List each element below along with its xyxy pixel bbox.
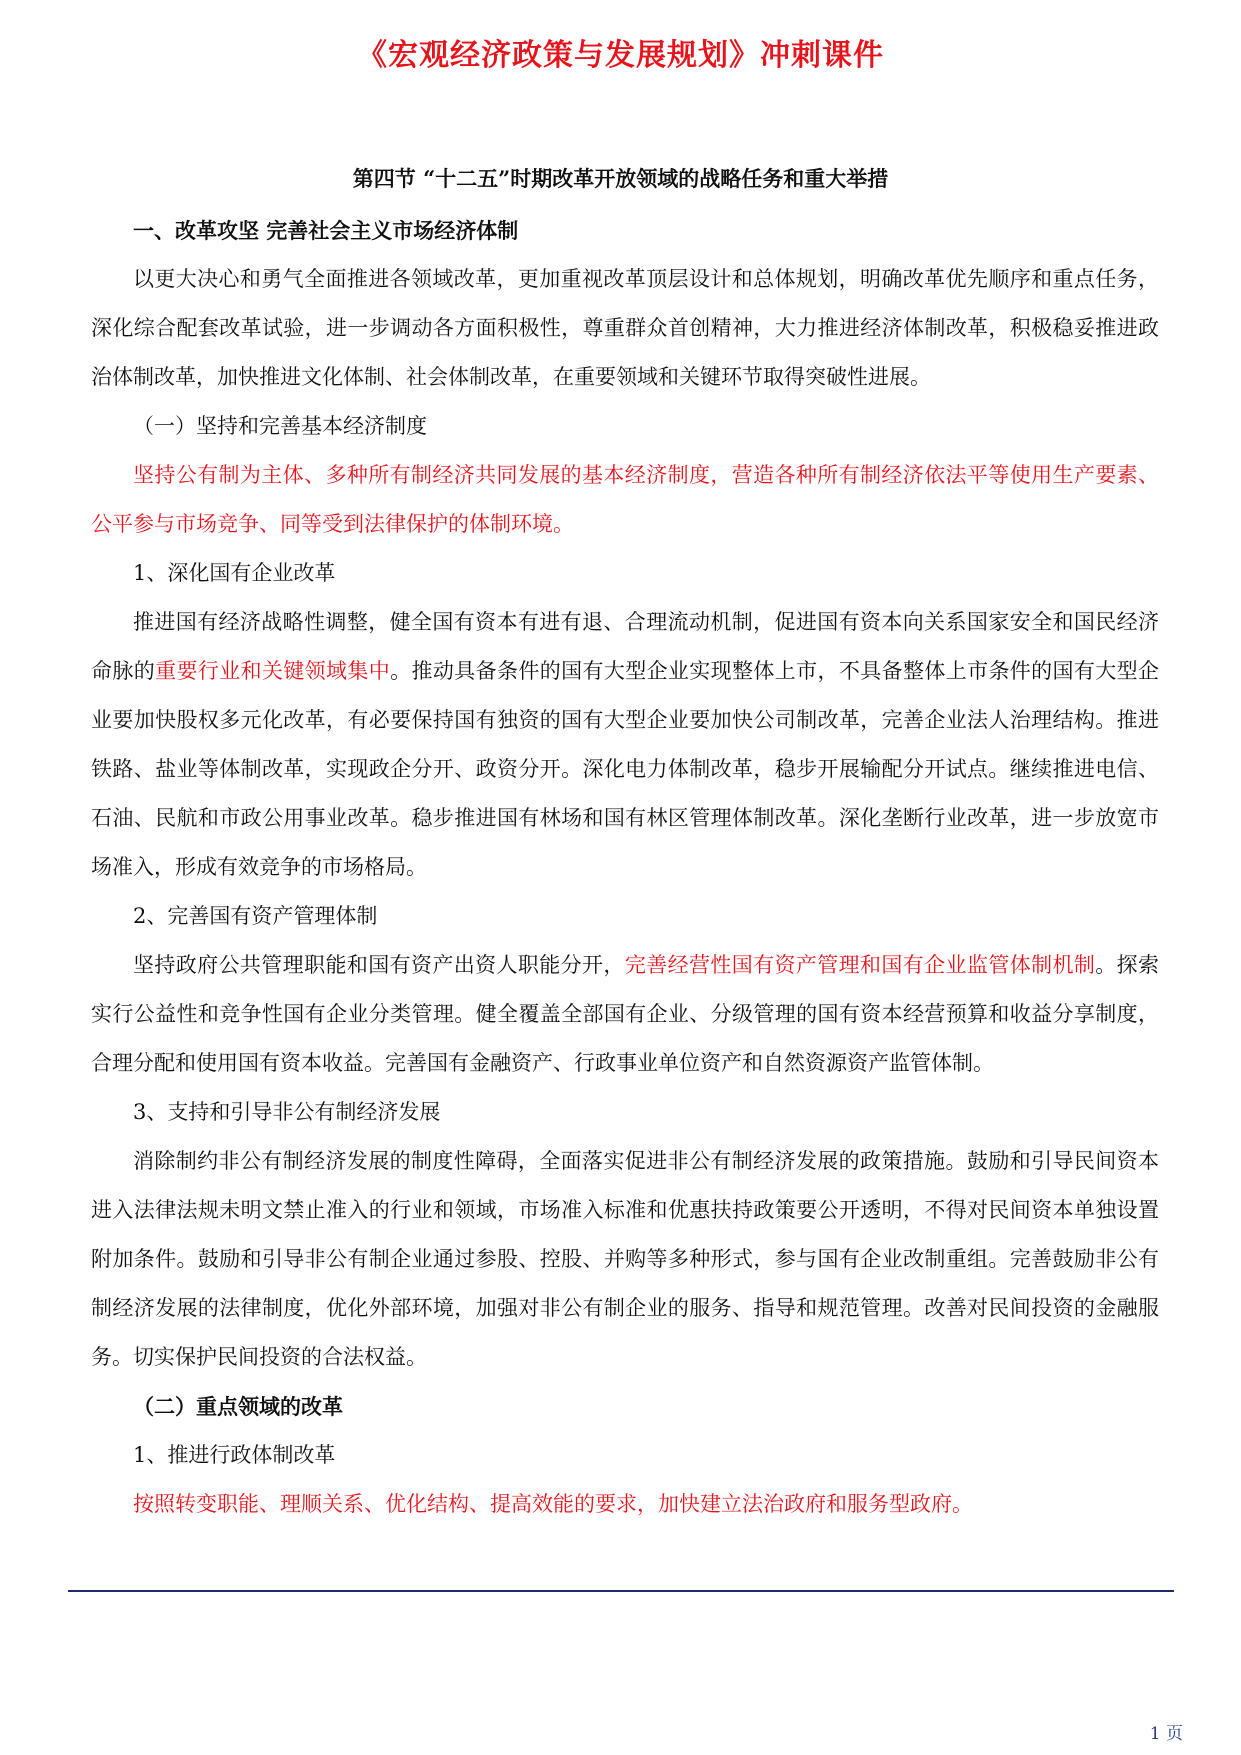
item-1-text-a: 推进国有经济战略性调整，健全国有资本有进有退、合理流动机制，促进国有资本向关系国家安全和国民经济命脉的 [91, 610, 1159, 683]
subsection-2-item-1-heading: 1、推进行政体制改革 [133, 1443, 336, 1467]
item-1-highlight: 重要行业和关键领域集中 [155, 659, 391, 683]
item-2-text-a: 坚持政府公共管理职能和国有资产出资人职能分开， [133, 953, 625, 977]
footer-rule [68, 1590, 1174, 1592]
document-body [91, 206, 1159, 1529]
subsection-2-heading: （二）重点领域的改革 [133, 1394, 343, 1419]
page-number: 1 页 [1149, 1724, 1183, 1744]
section-heading: 第四节 “十二五”时期改革开放领域的战略任务和重大举措 [352, 166, 889, 191]
subsection-1-key-point: 坚持公有制为主体、多种所有制经济共同发展的基本经济制度，营造各种所有制经济依法平等使用生产要素、公平参与市场竞争、同等受到法律保护的体制环境。 [91, 463, 1159, 536]
item-3-paragraph: 消除制约非公有制经济发展的制度性障碍，全面落实促进非公有制经济发展的政策措施。鼓励和引导民间资本进入法律法规未明文禁止准入的行业和领域，市场准入标准和优惠扶持政策要公开透明，不得对民间资本单独设置附加条件。鼓励和引导非公有制企业通过参股、控股、并购等多种形式，参与国有企业改制重组。完善鼓励非公有制经济发展的法律制度，优化外部环境，加强对非公有制企业的服务、指导和规范管理。改善对民间投资的金融服务。切实保护民间投资的合法权益。 [91, 1149, 1159, 1369]
item-3-heading: 3、支持和引导非公有制经济发展 [133, 1100, 441, 1124]
subsection-2-item-1-key-point: 按照转变职能、理顺关系、优化结构、提高效能的要求，加快建立法治政府和服务型政府。 [133, 1492, 973, 1516]
item-1-heading: 1、深化国有企业改革 [133, 561, 336, 585]
heading-1: 一、改革攻坚 完善社会主义市场经济体制 [133, 218, 519, 243]
item-1-text-b: 。推动具备条件的国有大型企业实现整体上市，不具备整体上市条件的国有大型企业要加快股权多元化改革，有必要保持国有独资的国有大型企业要加快公司制改革，完善企业法人治理结构。推进铁路、盐业等体制改革，实现政企分开、政资分开。深化电力体制改革，稳步开展输配分开试点。继续推进电信、石油、民航和市政公用事业改革。稳步推进国有林场和国有林区管理体制改革。深化垄断行业改革，进一步放宽市场准入，形成有效竞争的市场格局。 [91, 659, 1160, 879]
item-2-paragraph [91, 941, 1159, 1088]
subsection-1-heading: （一）坚持和完善基本经济制度 [133, 414, 427, 438]
item-2-text-b: 。探索实行公益性和竞争性国有企业分类管理。健全覆盖全部国有企业、分级管理的国有资本经营预算和收益分享制度，合理分配和使用国有资本收益。完善国有金融资产、行政事业单位资产和自然资源资产监管体制。 [91, 953, 1160, 1075]
item-1-paragraph [91, 598, 1159, 892]
intro-paragraph: 以更大决心和勇气全面推进各领域改革，更加重视改革顶层设计和总体规划，明确改革优先顺序和重点任务，深化综合配套改革试验，进一步调动各方面积极性，尊重群众首创精神，大力推进经济体制改革，积极稳妥推进政治体制改革，加快推进文化体制、社会体制改革，在重要领域和关键环节取得突破性进展。 [91, 267, 1159, 389]
item-2-heading: 2、完善国有资产管理体制 [133, 904, 378, 928]
document-title: 《宏观经济政策与发展规划》冲刺课件 [357, 38, 884, 73]
item-2-highlight: 完善经营性国有资产管理和国有企业监管体制机制 [624, 953, 1096, 977]
